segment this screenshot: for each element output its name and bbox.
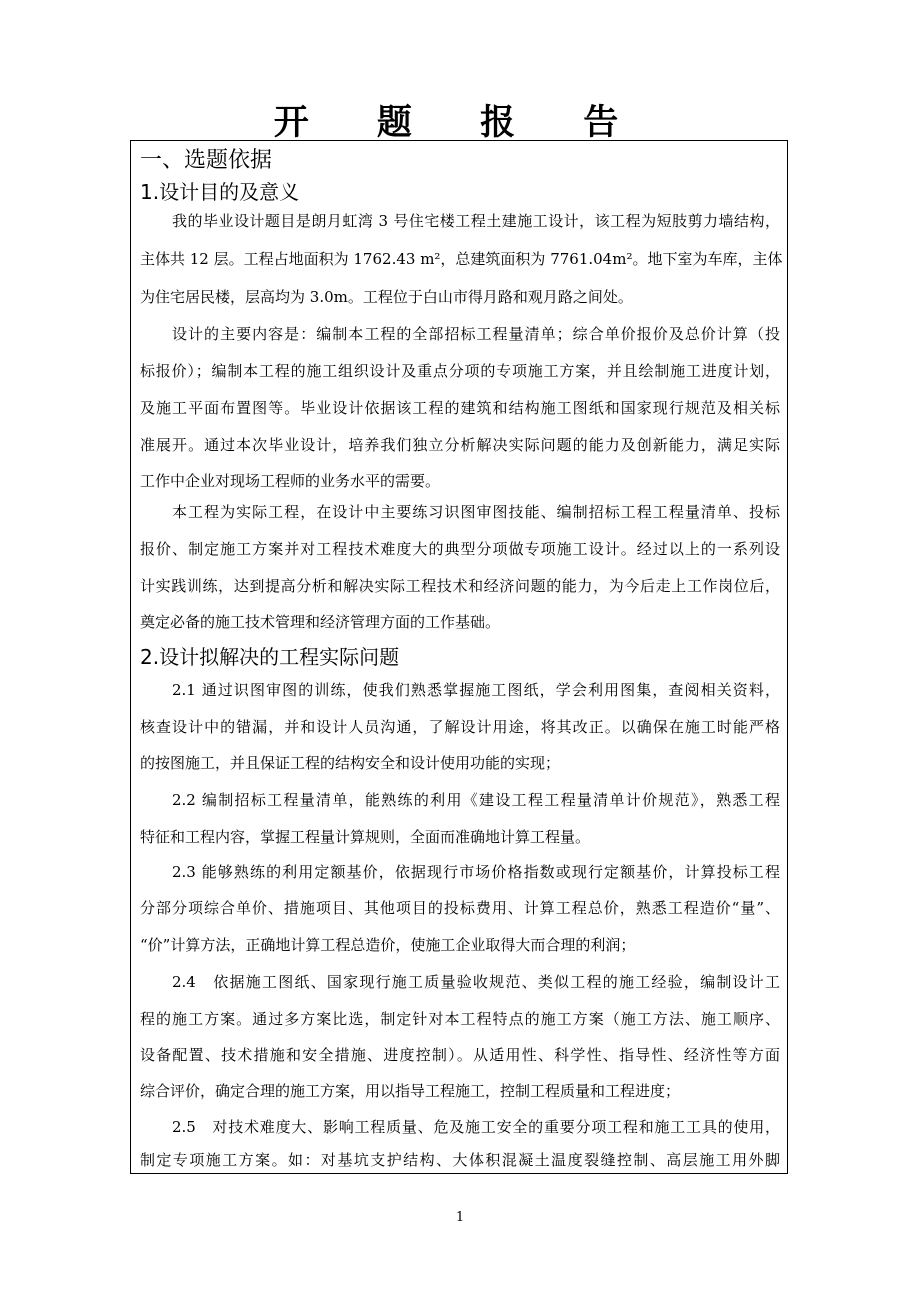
paragraph-line: 特征和工程内容，掌握工程量计算规则，全面而准确地计算工程量。 bbox=[140, 828, 591, 846]
paragraph-line: 程的施工方案。通过多方案比选，制定针对本工程特点的施工方案（施工方法、施工顺序、 bbox=[140, 1010, 780, 1028]
subsection-heading-problems: 2.设计拟解决的工程实际问题 bbox=[140, 645, 400, 669]
paragraph-line: 工作中企业对现场工程师的业务水平的需要。 bbox=[140, 472, 441, 490]
paragraph-line: 标报价）；编制本工程的施工组织设计及重点分项的专项施工方案，并且绘制施工进度计划， bbox=[140, 362, 780, 380]
paragraph-line: 综合评价，确定合理的施工方案，用以指导工程施工，控制工程质量和工程进度； bbox=[140, 1082, 681, 1100]
paragraph-line: 核查设计中的错漏，并和设计人员沟通，了解设计用途，将其改正。以确保在施工时能严格 bbox=[140, 718, 780, 736]
paragraph-line: 准展开。通过本次毕业设计，培养我们独立分析解决实际问题的能力及创新能力，满足实际 bbox=[140, 436, 780, 454]
page-title: 开 题 报 告 bbox=[273, 102, 647, 143]
page-number: 1 bbox=[455, 1210, 465, 1225]
paragraph-line: 奠定必备的施工技术管理和经济管理方面的工作基础。 bbox=[140, 613, 501, 631]
paragraph-line: 2.1 通过识图审图的训练，使我们熟悉掌握施工图纸，学会利用图集，查阅相关资料， bbox=[172, 681, 780, 699]
subsection-heading-purpose: 1.设计目的及意义 bbox=[140, 180, 300, 204]
paragraph-line: 2.4 依据施工图纸、国家现行施工质量验收规范、类似工程的施工经验，编制设计工 bbox=[172, 973, 780, 991]
paragraph-line: 分部分项综合单价、措施项目、其他项目的投标费用、计算工程总价，熟悉工程造价“量”、 bbox=[140, 899, 780, 917]
paragraph-line: 我的毕业设计题目是朗月虹湾 3 号住宅楼工程土建施工设计，该工程为短肢剪力墙结构， bbox=[172, 212, 780, 230]
paragraph-line: 制定专项施工方案。如：对基坑支护结构、大体积混凝土温度裂缝控制、高层施工用外脚 bbox=[140, 1151, 780, 1169]
section-heading-basis: 一、选题依据 bbox=[140, 148, 273, 173]
paragraph-line: 设备配置、技术措施和安全措施、进度控制）。从适用性、科学性、指导性、经济性等方面 bbox=[140, 1046, 780, 1064]
paragraph-line: 本工程为实际工程，在设计中主要练习识图审图技能、编制招标工程工程量清单、投标 bbox=[172, 503, 780, 521]
paragraph-line: “价”计算方法，正确地计算工程总造价，使施工企业取得大而合理的利润； bbox=[140, 936, 636, 954]
paragraph-line: 计实践训练，达到提高分析和解决实际工程技术和经济问题的能力，为今后走上工作岗位后， bbox=[140, 577, 780, 595]
paragraph-line: 2.5 对技术难度大、影响工程质量、危及施工安全的重要分项工程和施工工具的使用， bbox=[172, 1118, 780, 1136]
paragraph-line: 为住宅居民楼，层高均为 3.0m。工程位于白山市得月路和观月路之间处。 bbox=[140, 288, 633, 306]
paragraph-line: 2.3 能够熟练的利用定额基价，依据现行市场价格指数或现行定额基价，计算投标工程 bbox=[172, 863, 780, 881]
paragraph-line: 的按图施工，并且保证工程的结构安全和设计使用功能的实现； bbox=[140, 754, 561, 772]
paragraph-line: 2.2 编制招标工程量清单，能熟练的利用《建设工程工程量清单计价规范》，熟悉工程 bbox=[172, 791, 780, 809]
paragraph-line: 及施工平面布置图等。毕业设计依据该工程的建筑和结构施工图纸和国家现行规范及相关标 bbox=[140, 399, 780, 417]
paragraph-line: 主体共 12 层。工程占地面积为 1762.43 m²，总建筑面积为 7761.04m²。地下室为车库，主体 bbox=[140, 250, 783, 268]
paragraph-line: 报价、制定施工方案并对工程技术难度大的典型分项做专项施工设计。经过以上的一系列设 bbox=[140, 540, 780, 558]
paragraph-line: 设计的主要内容是：编制本工程的全部招标工程量清单；综合单价报价及总价计算（投 bbox=[172, 325, 780, 343]
